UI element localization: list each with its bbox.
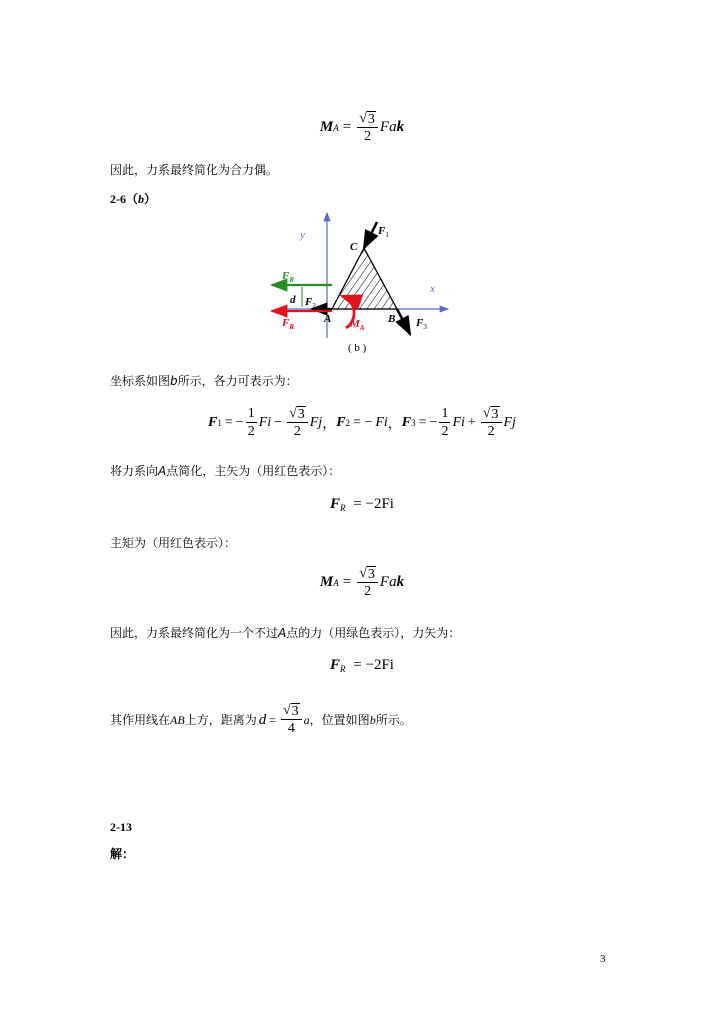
- triangle-abc: [332, 248, 397, 309]
- paragraph-principal-moment: 主矩为（用红色表示）：: [110, 536, 237, 550]
- paragraph-line-of-action: 其作用线在 AB 上方，距离为 d = √ 3 4 a ，位置如图 b 所示。: [110, 703, 412, 736]
- figure-triangle-force-system: [260, 210, 460, 360]
- paragraph-coordinate-system: 坐标系如图b所示，各力可表示为：: [110, 374, 298, 388]
- label-f2: $F_2$: [305, 296, 316, 310]
- figure-caption: ( b ): [348, 342, 367, 354]
- fraction: √ 3 2: [357, 110, 378, 145]
- equation-fr-2: $F_R = -2Fi$: [330, 657, 394, 674]
- equation-fr-1: $F_R = -2Fi$: [330, 496, 394, 513]
- label-c: C: [350, 241, 358, 253]
- heading-2-13: 2-13: [110, 820, 132, 834]
- label-fr-green: $F_R$: [282, 270, 295, 284]
- label-y: y: [300, 229, 305, 241]
- arrow-f3: [397, 309, 410, 334]
- page-number: 3: [600, 953, 606, 965]
- arrow-f1: [364, 222, 377, 248]
- label-fr-red: $F_R$: [282, 317, 295, 331]
- paragraph-conclusion-1: 因此，力系最终简化为合力偶。: [110, 163, 279, 177]
- paragraph-principal-vector: 将力系向A点简化，主矢为（用红色表示）：: [110, 464, 341, 478]
- paragraph-conclusion-2: 因此，力系最终简化为一个不过A点的力（用绿色表示），力矢为：: [110, 626, 461, 640]
- heading-2-6b: 2-6（b）: [110, 192, 157, 206]
- label-f3: $F_3$: [416, 317, 427, 331]
- label-x: x: [430, 283, 435, 295]
- heading-solution: 解：: [110, 847, 135, 861]
- label-b: B: [388, 313, 396, 325]
- equation-forces: F 1 = − $\frac{1}{2}$ Fi − √ 3 2 Fj ， F 2 = − Fi ， F 3 = − $\frac{1}{2}$ Fi + √ 3 2 Fj: [208, 406, 516, 439]
- label-ma: $M_A$: [350, 318, 365, 332]
- label-f1: $F_1$: [378, 225, 389, 239]
- equation-moment-a-1: M A = √ 3 2 Fa k: [319, 111, 405, 144]
- label-d: d: [290, 294, 296, 306]
- equation-moment-a-2: M A = √ 3 2 Fa k: [319, 566, 405, 599]
- label-a: A: [324, 313, 332, 325]
